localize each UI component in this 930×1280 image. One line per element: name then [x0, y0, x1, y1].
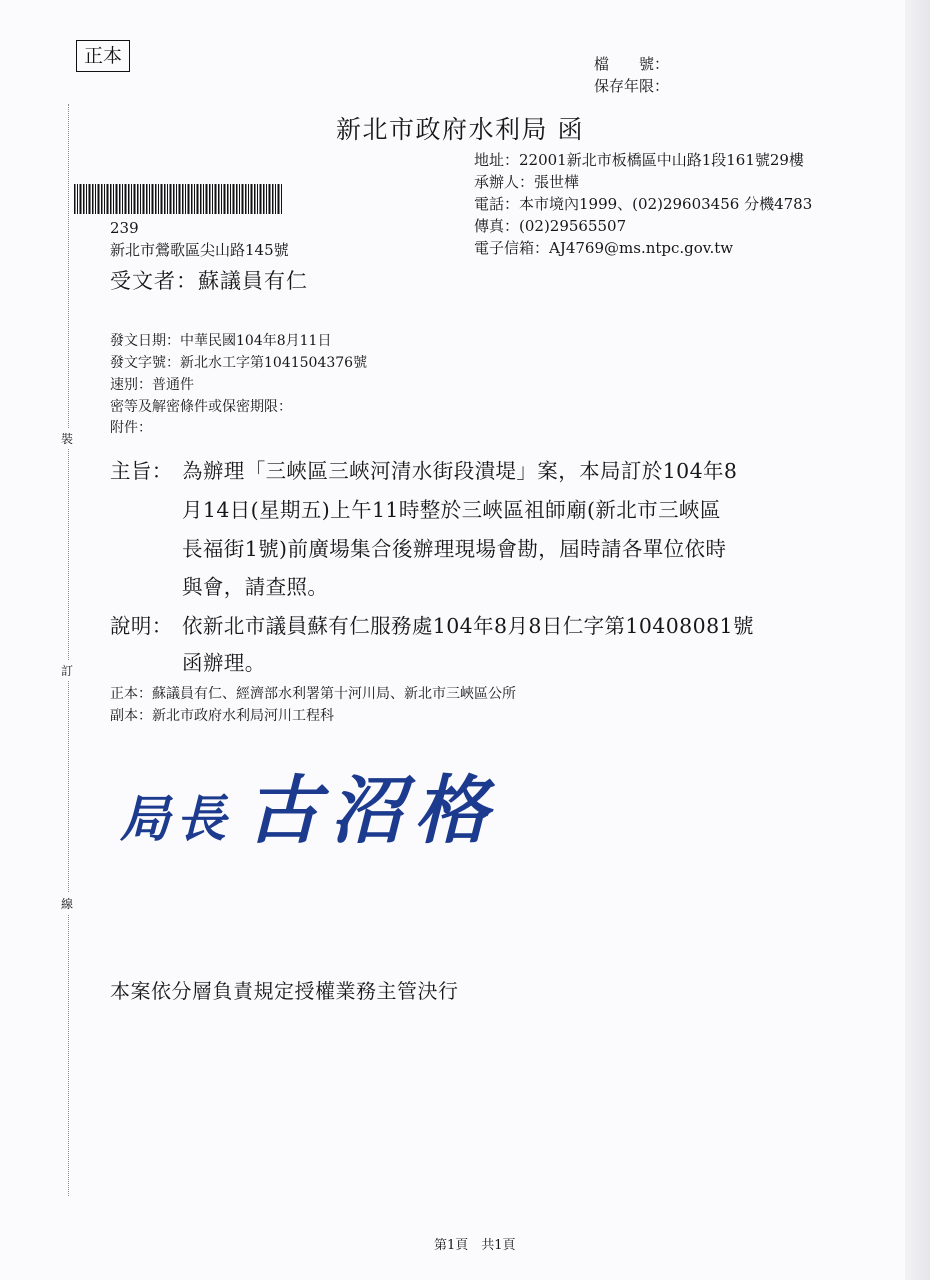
delivery-speed: 速別：普通件	[110, 377, 194, 393]
scan-edge-shadow	[905, 0, 930, 1280]
director-signature	[120, 752, 498, 858]
page-number: 第1頁 共1頁	[434, 1238, 516, 1253]
subject-line: 與會，請查照。	[182, 575, 329, 599]
postal-code: 239	[110, 219, 139, 237]
barcode	[74, 184, 282, 214]
distribution-original: 正本：蘇議員有仁、經濟部水利署第十河川局、新北市三峽區公所	[110, 686, 516, 702]
sender-email: 電子信箱：AJ4769@ms.ntpc.gov.tw	[474, 239, 734, 257]
subject-line: 長福街1號)前廣場集合後辦理現場會勘，屆時請各單位依時	[182, 537, 727, 561]
sender-address: 地址：22001新北市板橋區中山路1段161號29樓	[474, 151, 804, 169]
binding-mark-xian: 線	[61, 893, 73, 914]
distribution-copy: 副本：新北市政府水利局河川工程科	[110, 708, 334, 724]
recipient-address: 新北市鶯歌區尖山路145號	[110, 241, 289, 259]
binding-mark-zhuang: 裝	[61, 428, 73, 449]
attachment: 附件：	[110, 420, 152, 436]
explanation-label: 說明：	[110, 614, 173, 638]
sender-phone: 電話：本市境內1999、(02)29603456 分機4783	[474, 195, 813, 213]
file-number-label: 檔 號：	[594, 55, 670, 73]
explanation-line: 依新北市議員蘇有仁服務處104年8月8日仁字第10408081號	[182, 614, 754, 638]
original-copy-stamp: 正本	[76, 40, 130, 72]
explanation-line: 函辦理。	[182, 651, 266, 675]
subject-label: 主旨：	[110, 459, 173, 483]
subject-line: 月14日(星期五)上午11時整於三峽區祖師廟(新北市三峽區	[182, 498, 721, 522]
sender-fax: 傳真：(02)29565507	[474, 217, 627, 235]
binding-mark-ding: 訂	[61, 660, 73, 681]
retention-label: 保存年限：	[594, 77, 670, 95]
recipient: 受文者：蘇議員有仁	[110, 269, 308, 293]
signature-title: 局長	[120, 789, 232, 848]
document-number: 發文字號：新北水工字第1041504376號	[110, 355, 368, 371]
secrecy-level: 密等及解密條件或保密期限：	[110, 399, 292, 415]
sender-handler: 承辦人：張世樺	[474, 173, 580, 191]
signature-name: 古沼格	[246, 768, 498, 854]
subject-line: 為辦理「三峽區三峽河清水街段潰堤」案，本局訂於104年8	[182, 459, 738, 483]
document-title: 新北市政府水利局 函	[336, 115, 584, 144]
authorization-note: 本案依分層負責規定授權業務主管決行	[110, 979, 459, 1003]
issue-date: 發文日期：中華民國104年8月11日	[110, 333, 332, 349]
binding-dotted-line	[68, 104, 69, 1196]
